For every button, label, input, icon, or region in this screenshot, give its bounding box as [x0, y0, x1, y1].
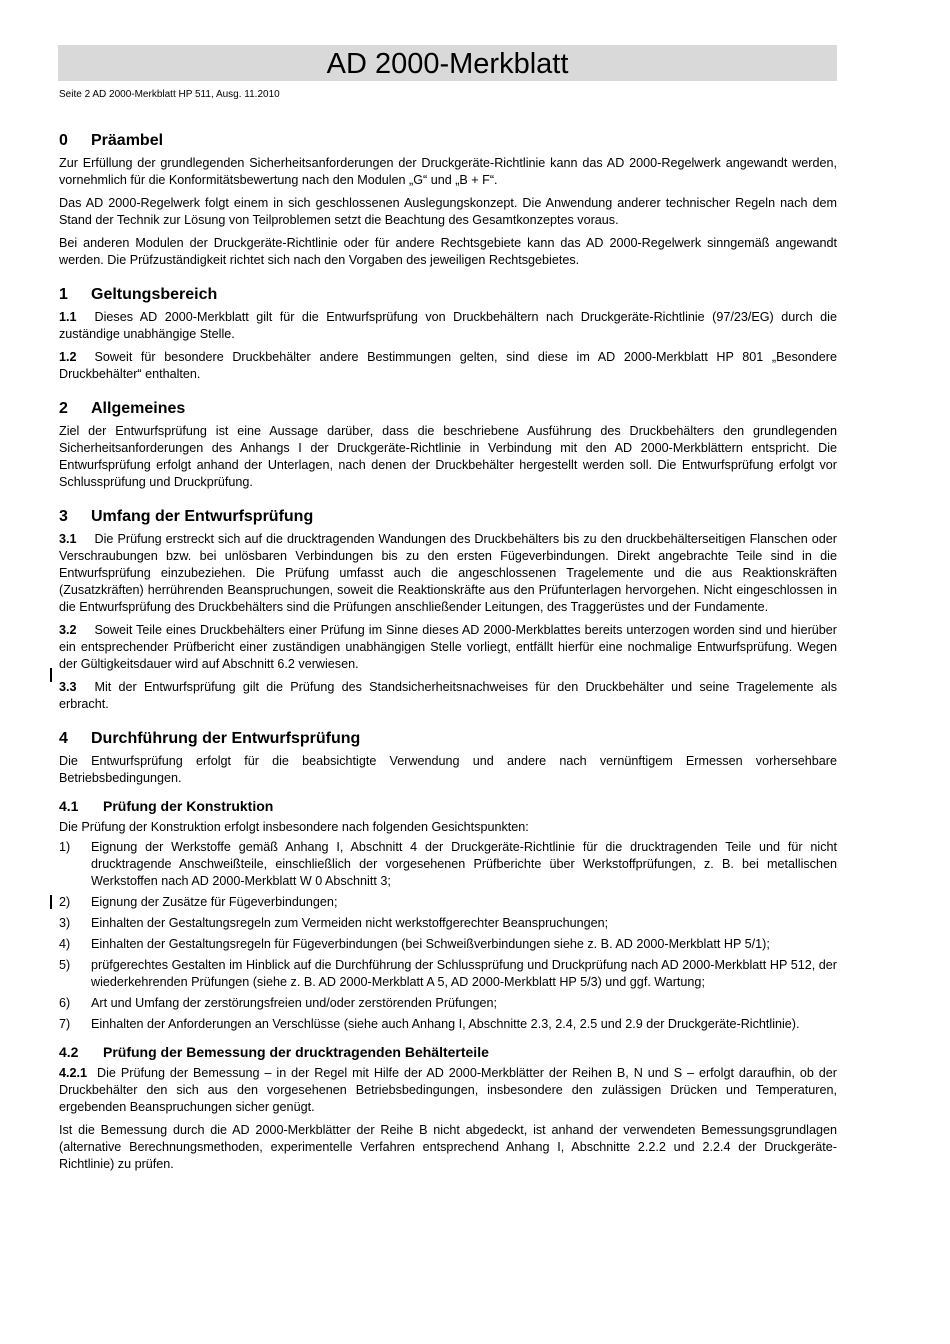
subsection-heading: 4.1 Prüfung der Konstruktion: [59, 798, 274, 814]
paragraph: Ziel der Entwurfsprüfung ist eine Aussage darüber, dass die beschriebene Ausführung des Druckbehälters den grundlegenden Sicherheitsanforderungen des Anhangs I der Druckgeräte-Richtlinie in Verbindung mit den AD 2000-Merkblättern entspricht. Die Entwurfsprüfung erfolgt anhand der Unterlagen, nach denen der Druckbehälter hergestellt werden soll. Die Entwurfsprüfung erfolgt vor Schlussprüfung und Druckprüfung.: [59, 424, 837, 489]
paragraph: Bei anderen Modulen der Druckgeräte-Richtlinie oder für andere Rechtsgebiete kann das AD 2000-Regelwerk sinngemäß angewandt werden. Die Prüfzuständigkeit richtet sich nach den Vorgaben des jeweiligen Rechtsgebietes.: [59, 236, 837, 267]
paragraph: 1.1 Dieses AD 2000-Merkblatt gilt für die Entwurfsprüfung von Druckbehältern nach Druckgeräte-Richtlinie (97/23/EG) durch die zuständige unabhängige Stelle.: [59, 310, 837, 341]
criteria-list: [59, 839, 837, 1033]
paragraph: Ist die Bemessung durch die AD 2000-Merkblätter der Reihe B nicht abgedeckt, ist anhand der verwendeten Bemessungsgrundlagen (alternative Berechnungsmethoden, experimentelle Verfahren entsprechend Anhang I, Abschnitte 2.2.2 und 2.2.4 der Druckgeräte-Richtlinie) zu prüfen.: [59, 1123, 837, 1171]
paragraph: Die Entwurfsprüfung erfolgt für die beabsichtigte Verwendung und andere nach vernünftigem Ermessen vorhersehbare Betriebsbedingungen.: [59, 754, 837, 785]
section-heading: 0 Präambel: [59, 132, 164, 149]
list-item: 7) Einhalten der Anforderungen an Verschlüsse (siehe auch Anhang I, Abschnitte 2.3, 2.4, 2.5 und 2.9 der Druckgeräte-Richtlinie).: [59, 1017, 800, 1031]
paragraph: Das AD 2000-Regelwerk folgt einem in sich geschlossenen Auslegungskonzept. Die Anwendung anderer technischer Regeln nach dem Stand der Technik zur Lösung von Teilproblemen setzt die Beachtung des Gesamtkonzeptes voraus.: [59, 196, 837, 227]
paragraph: 1.2 Soweit für besondere Druckbehälter andere Bestimmungen gelten, sind diese im AD 2000-Merkblatt HP 801 „Besondere Druckbehälter“ enthalten.: [59, 350, 837, 381]
subsection-heading: 4.2 Prüfung der Bemessung der drucktragenden Behälterteile: [59, 1044, 489, 1060]
section-heading: 1 Geltungsbereich: [59, 286, 218, 303]
list-item: 6) Art und Umfang der zerstörungsfreien und/oder zerstörenden Prüfungen;: [59, 996, 498, 1010]
list-item: 5) prüfgerechtes Gestalten im Hinblick auf die Durchführung der Schlussprüfung und Druckprüfung nach AD 2000-Merkblatt HP 512, der wiederkehrenden Prüfungen (siehe z. B. AD 2000-Merkblatt A 5, AD 2000-Merkblatt HP 5/3) und ggf. Wartung;: [59, 958, 837, 989]
list-item: 4) Einhalten der Gestaltungsregeln für Fügeverbindungen (bei Schweißverbindungen siehe z. B. AD 2000-Merkblatt HP 5/1);: [59, 937, 770, 951]
list-item: 2) Eignung der Zusätze für Fügeverbindungen;: [59, 895, 338, 909]
list-item: 1) Eignung der Werkstoffe gemäß Anhang I, Abschnitt 4 der Druckgeräte-Richtlinie für die drucktragenden Teile und für nicht drucktragende Anschweißteile, einschließlich der vorgesehenen Prüfberichte über Werkstoffprüfungen, z. B. bei metallischen Werkstoffen nach AD 2000-Merkblatt W 0 Abschnitt 3;: [59, 840, 837, 888]
change-marker: [50, 895, 52, 909]
change-marker: [50, 668, 52, 682]
paragraph: Die Prüfung der Konstruktion erfolgt insbesondere nach folgenden Gesichtspunkten:: [59, 820, 529, 834]
section-heading: 2 Allgemeines: [59, 400, 186, 417]
paragraph: 4.2.1 Die Prüfung der Bemessung – in der Regel mit Hilfe der AD 2000-Merkblätter der Reihen B, N und S – erfolgt daraufhin, ob der Druckbehälter den sich aus den vorgesehenen Betriebsbedingungen, insbesondere den zulässigen Drücken und Temperaturen, ergebenden Beanspruchungen sicher genügt.: [59, 1066, 837, 1114]
paragraph: 3.3 Mit der Entwurfsprüfung gilt die Prüfung des Standsicherheitsnachweises für den Druckbehälter und seine Tragelemente als erbracht.: [59, 680, 837, 711]
document-body: [59, 131, 837, 1173]
document-title: AD 2000-Merkblatt: [326, 48, 569, 80]
page-reference: Seite 2 AD 2000-Merkblatt HP 511, Ausg. 11.2010: [59, 89, 280, 100]
paragraph: Zur Erfüllung der grundlegenden Sicherheitsanforderungen der Druckgeräte-Richtlinie kann das AD 2000-Regelwerk angewandt werden, vornehmlich für die Konformitätsbewertung nach den Modulen „G“ und „B + F“.: [59, 156, 837, 187]
section-heading: 4 Durchführung der Entwurfsprüfung: [59, 730, 361, 747]
paragraph: 3.2 Soweit Teile eines Druckbehälters einer Prüfung im Sinne dieses AD 2000-Merkblattes bereits unterzogen worden sind und hierüber ein entsprechender Prüfbericht einer zuständigen unabhängigen Stelle vorliegt, entfällt hierfür eine nochmalige Entwurfsprüfung. Wegen der Gültigkeitsdauer wird auf Abschnitt 6.2 verwiesen.: [59, 623, 837, 671]
list-item: 3) Einhalten der Gestaltungsregeln zum Vermeiden nicht werkstoffgerechter Beanspruchungen;: [59, 916, 609, 930]
section-heading: 3 Umfang der Entwurfsprüfung: [59, 508, 314, 525]
paragraph: 3.1 Die Prüfung erstreckt sich auf die drucktragenden Wandungen des Druckbehälters bis zu den druckbehälterseitigen Flanschen oder Verschraubungen bzw. bei unlösbaren Verbindungen bis zu den ersten Fügeverbindungen. Direkt angebrachte Teile sind in die Entwurfsprüfung einzubeziehen. Die Prüfung umfasst auch die angeschlossenen Tragelemente und die aus Reaktionskräften (Zusatzkräften) herrührenden Beanspruchungen, soweit die Reaktionskräfte aus den Prüfunterlagen hervorgehen. Nicht eingeschlossen in die Entwurfsprüfung des Druckbehälters sind die Prüfungen anschließender Leitungen, des Traggerüstes und der Fundamente.: [59, 532, 837, 614]
header-bar: [58, 45, 837, 81]
